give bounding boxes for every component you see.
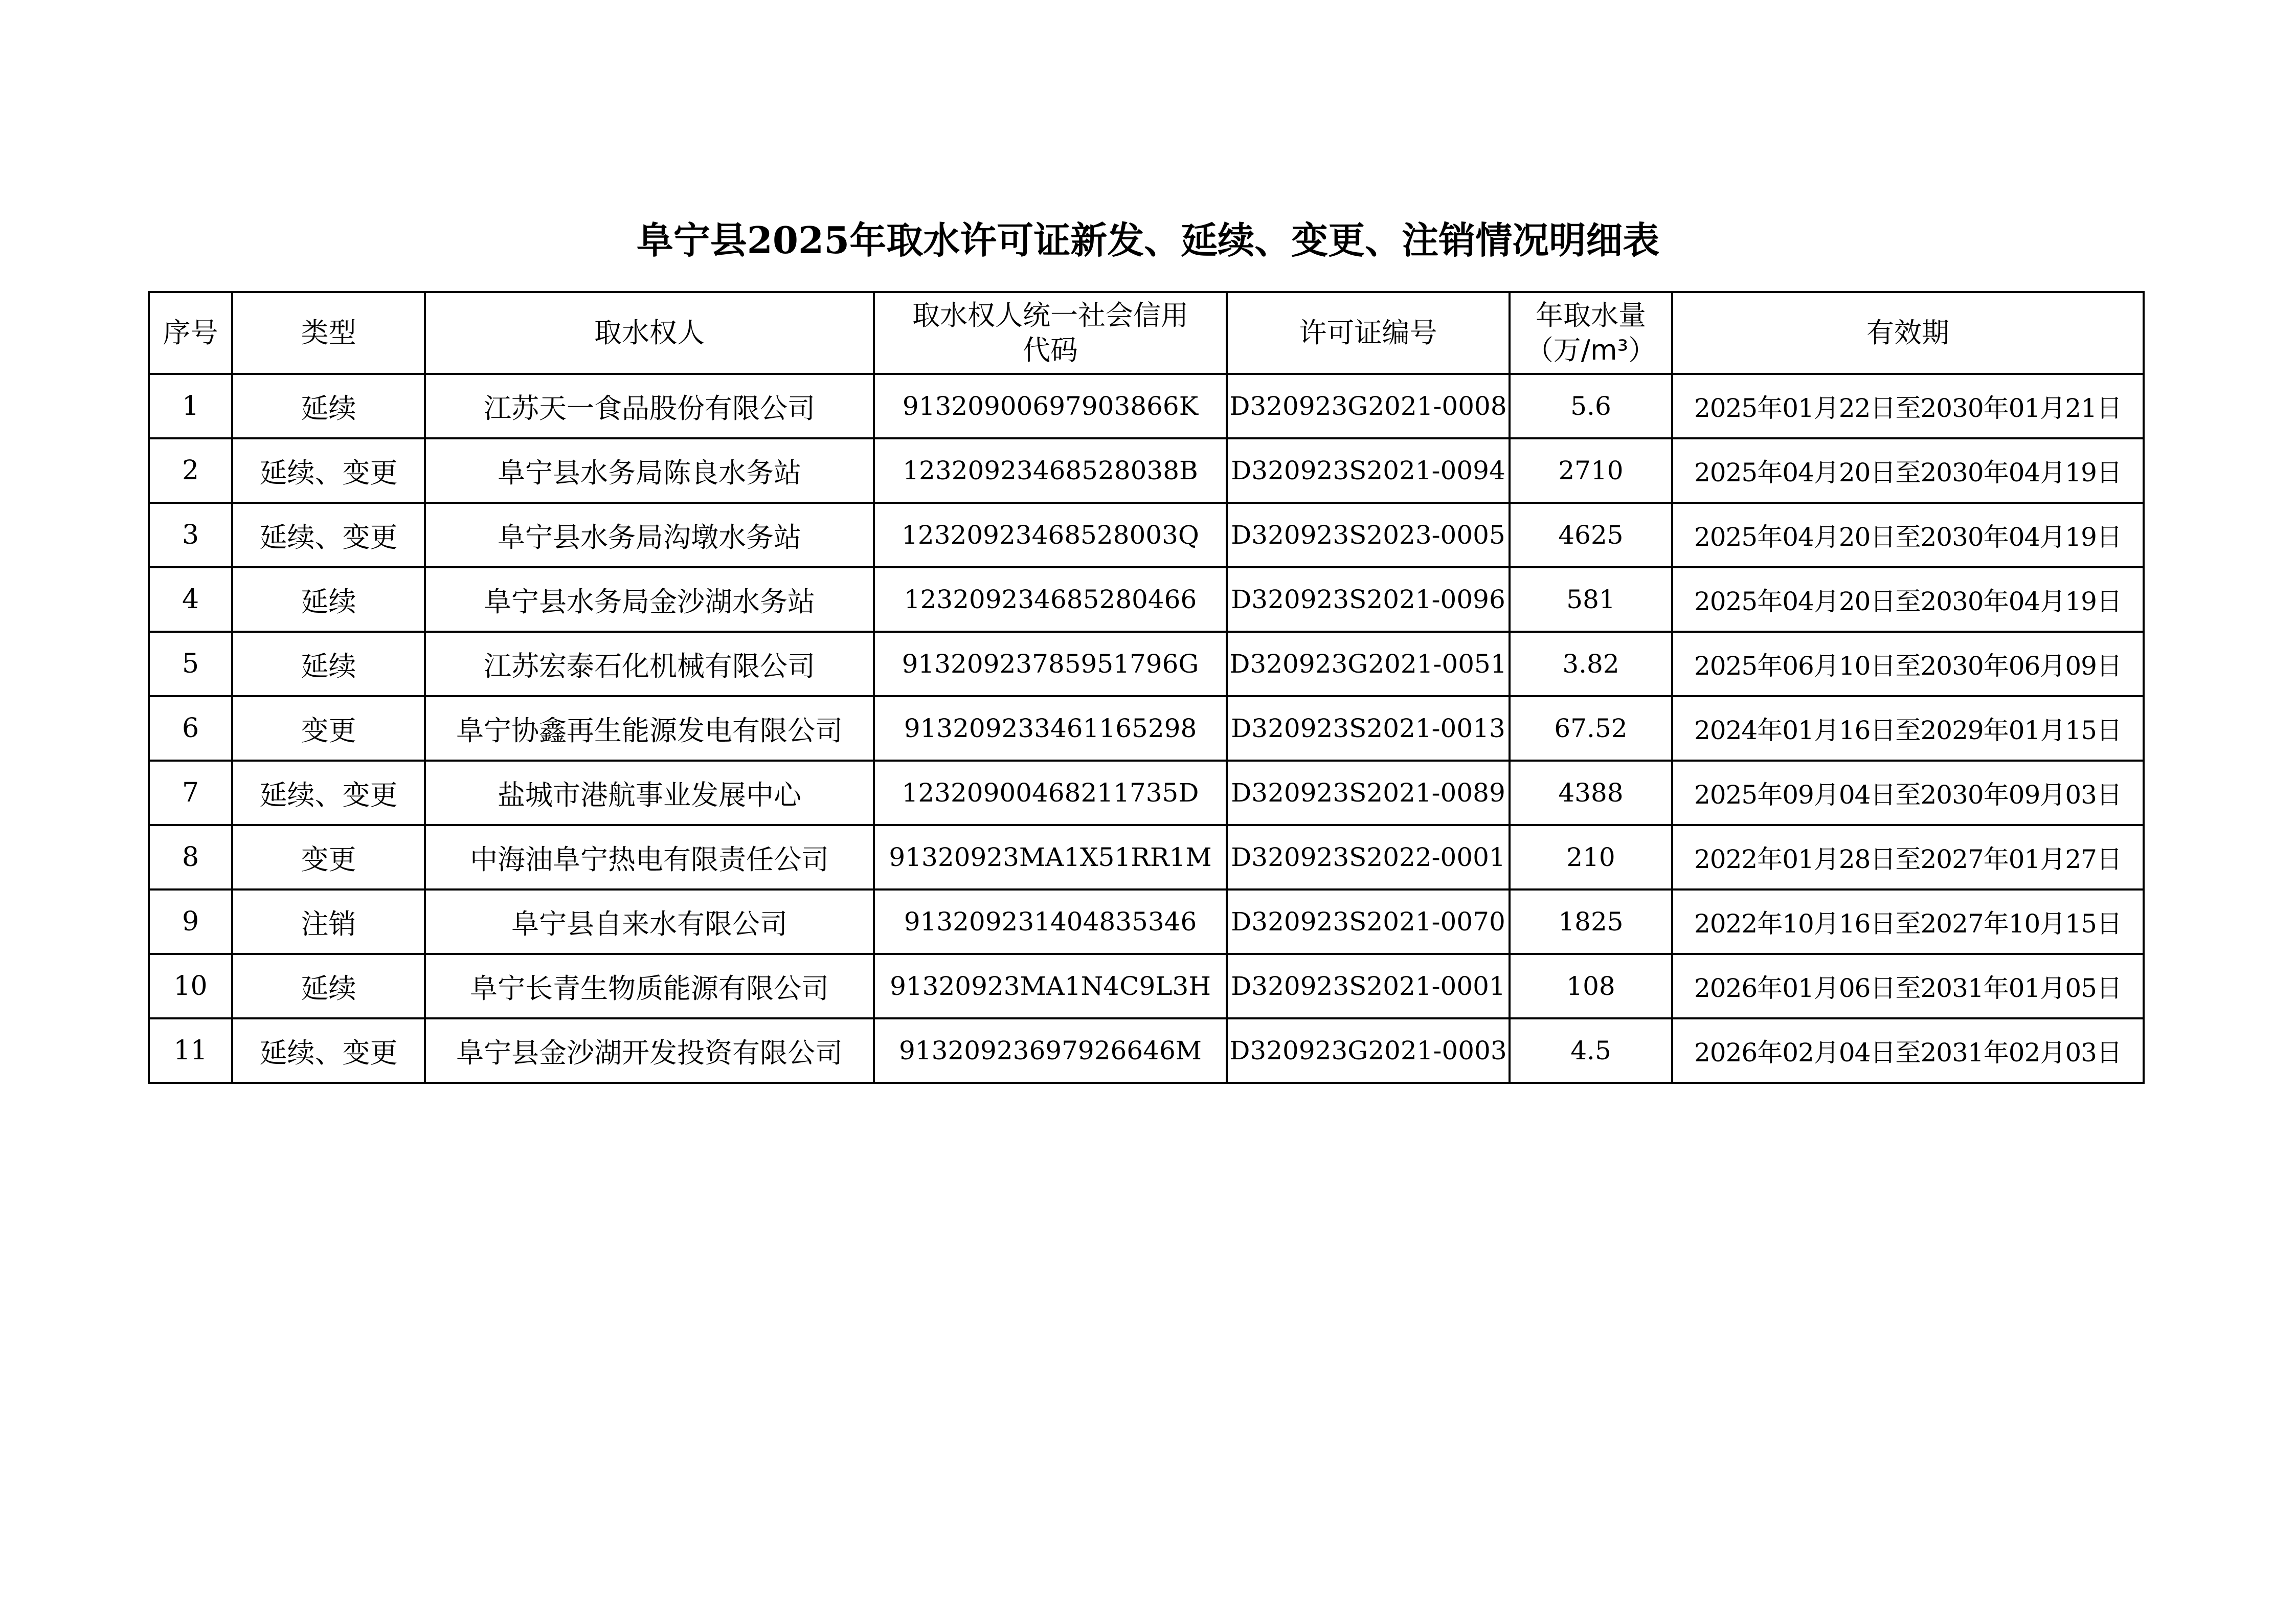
cell-validity: 2025年09月04日至2030年09月03日 (1672, 761, 2144, 825)
cell-permit-no: D320923S2023-0005 (1227, 503, 1510, 567)
cell-permit-no: D320923S2021-0070 (1227, 889, 1510, 954)
cell-credit-code: 91320923MA1X51RR1M (874, 825, 1227, 889)
cell-holder: 江苏宏泰石化机械有限公司 (425, 632, 874, 696)
cell-holder: 中海油阜宁热电有限责任公司 (425, 825, 874, 889)
table-row (149, 889, 2144, 954)
cell-validity: 2025年04月20日至2030年04月19日 (1672, 438, 2144, 503)
cell-type: 延续、变更 (232, 761, 425, 825)
cell-type: 延续、变更 (232, 1018, 425, 1083)
cell-credit-code: 91320923785951796G (874, 632, 1227, 696)
header-row (149, 292, 2144, 374)
table-row (149, 696, 2144, 761)
cell-credit-code: 913209233461165298 (874, 696, 1227, 761)
cell-no: 11 (149, 1018, 232, 1083)
cell-permit-no: D320923G2021-0008 (1227, 374, 1510, 438)
cell-no: 7 (149, 761, 232, 825)
cell-validity: 2026年01月06日至2031年01月05日 (1672, 954, 2144, 1018)
table-row (149, 1018, 2144, 1083)
page-title: 阜宁县2025年取水许可证新发、延续、变更、注销情况明细表 (636, 218, 1660, 262)
cell-permit-no: D320923S2022-0001 (1227, 825, 1510, 889)
cell-type: 延续 (232, 954, 425, 1018)
cell-type: 延续 (232, 374, 425, 438)
cell-type: 变更 (232, 825, 425, 889)
header-volume-line2: （万/m³） (1525, 334, 1656, 366)
cell-validity: 2026年02月04日至2031年02月03日 (1672, 1018, 2144, 1083)
cell-no: 10 (149, 954, 232, 1018)
cell-credit-code: 12320900468211735D (874, 761, 1227, 825)
cell-no: 9 (149, 889, 232, 954)
cell-volume: 210 (1510, 825, 1672, 889)
cell-no: 5 (149, 632, 232, 696)
cell-no: 6 (149, 696, 232, 761)
cell-volume: 2710 (1510, 438, 1672, 503)
cell-validity: 2025年04月20日至2030年04月19日 (1672, 567, 2144, 632)
table-header (149, 292, 2144, 374)
cell-holder: 盐城市港航事业发展中心 (425, 761, 874, 825)
cell-volume: 4388 (1510, 761, 1672, 825)
cell-volume: 108 (1510, 954, 1672, 1018)
cell-type: 注销 (232, 889, 425, 954)
header-type: 类型 (232, 292, 425, 374)
cell-no: 4 (149, 567, 232, 632)
table-row (149, 825, 2144, 889)
cell-type: 变更 (232, 696, 425, 761)
cell-type: 延续 (232, 632, 425, 696)
cell-permit-no: D320923G2021-0003 (1227, 1018, 1510, 1083)
cell-volume: 1825 (1510, 889, 1672, 954)
table-row (149, 374, 2144, 438)
table-body (149, 374, 2144, 1083)
cell-credit-code: 91320923MA1N4C9L3H (874, 954, 1227, 1018)
cell-credit-code: 12320923468528038B (874, 438, 1227, 503)
cell-holder: 阜宁县自来水有限公司 (425, 889, 874, 954)
cell-no: 2 (149, 438, 232, 503)
header-no: 序号 (149, 292, 232, 374)
cell-volume: 5.6 (1510, 374, 1672, 438)
cell-validity: 2025年04月20日至2030年04月19日 (1672, 503, 2144, 567)
header-validity: 有效期 (1672, 292, 2144, 374)
cell-no: 3 (149, 503, 232, 567)
cell-validity: 2024年01月16日至2029年01月15日 (1672, 696, 2144, 761)
cell-volume: 581 (1510, 567, 1672, 632)
cell-validity: 2025年01月22日至2030年01月21日 (1672, 374, 2144, 438)
cell-credit-code: 913209231404835346 (874, 889, 1227, 954)
table-row (149, 954, 2144, 1018)
table-row (149, 761, 2144, 825)
header-holder: 取水权人 (425, 292, 874, 374)
table-row (149, 438, 2144, 503)
cell-volume: 3.82 (1510, 632, 1672, 696)
header-volume (1510, 292, 1672, 374)
permit-table (148, 291, 2145, 1084)
cell-volume: 4.5 (1510, 1018, 1672, 1083)
cell-permit-no: D320923S2021-0094 (1227, 438, 1510, 503)
cell-type: 延续、变更 (232, 438, 425, 503)
cell-holder: 阜宁县水务局金沙湖水务站 (425, 567, 874, 632)
cell-permit-no: D320923S2021-0096 (1227, 567, 1510, 632)
table-row (149, 632, 2144, 696)
cell-permit-no: D320923S2021-0089 (1227, 761, 1510, 825)
table-row (149, 503, 2144, 567)
cell-credit-code: 123209234685280466 (874, 567, 1227, 632)
cell-holder: 阜宁县水务局沟墩水务站 (425, 503, 874, 567)
cell-credit-code: 12320923468528003Q (874, 503, 1227, 567)
header-credit-code-line1: 取水权人统一社会信用 (912, 299, 1188, 331)
header-credit-code-line2: 代码 (1023, 334, 1078, 366)
table-row (149, 567, 2144, 632)
cell-permit-no: D320923S2021-0001 (1227, 954, 1510, 1018)
cell-credit-code: 91320900697903866K (874, 374, 1227, 438)
cell-holder: 阜宁协鑫再生能源发电有限公司 (425, 696, 874, 761)
cell-validity: 2022年01月28日至2027年01月27日 (1672, 825, 2144, 889)
cell-holder: 阜宁长青生物质能源有限公司 (425, 954, 874, 1018)
cell-credit-code: 91320923697926646M (874, 1018, 1227, 1083)
cell-type: 延续、变更 (232, 503, 425, 567)
header-volume-line1: 年取水量 (1536, 299, 1646, 331)
cell-holder: 阜宁县金沙湖开发投资有限公司 (425, 1018, 874, 1083)
cell-holder: 阜宁县水务局陈良水务站 (425, 438, 874, 503)
cell-permit-no: D320923G2021-0051 (1227, 632, 1510, 696)
cell-validity: 2025年06月10日至2030年06月09日 (1672, 632, 2144, 696)
cell-permit-no: D320923S2021-0013 (1227, 696, 1510, 761)
cell-validity: 2022年10月16日至2027年10月15日 (1672, 889, 2144, 954)
cell-no: 8 (149, 825, 232, 889)
cell-holder: 江苏天一食品股份有限公司 (425, 374, 874, 438)
header-permit-no: 许可证编号 (1227, 292, 1510, 374)
cell-volume: 67.52 (1510, 696, 1672, 761)
cell-type: 延续 (232, 567, 425, 632)
cell-volume: 4625 (1510, 503, 1672, 567)
cell-no: 1 (149, 374, 232, 438)
header-credit-code (874, 292, 1227, 374)
